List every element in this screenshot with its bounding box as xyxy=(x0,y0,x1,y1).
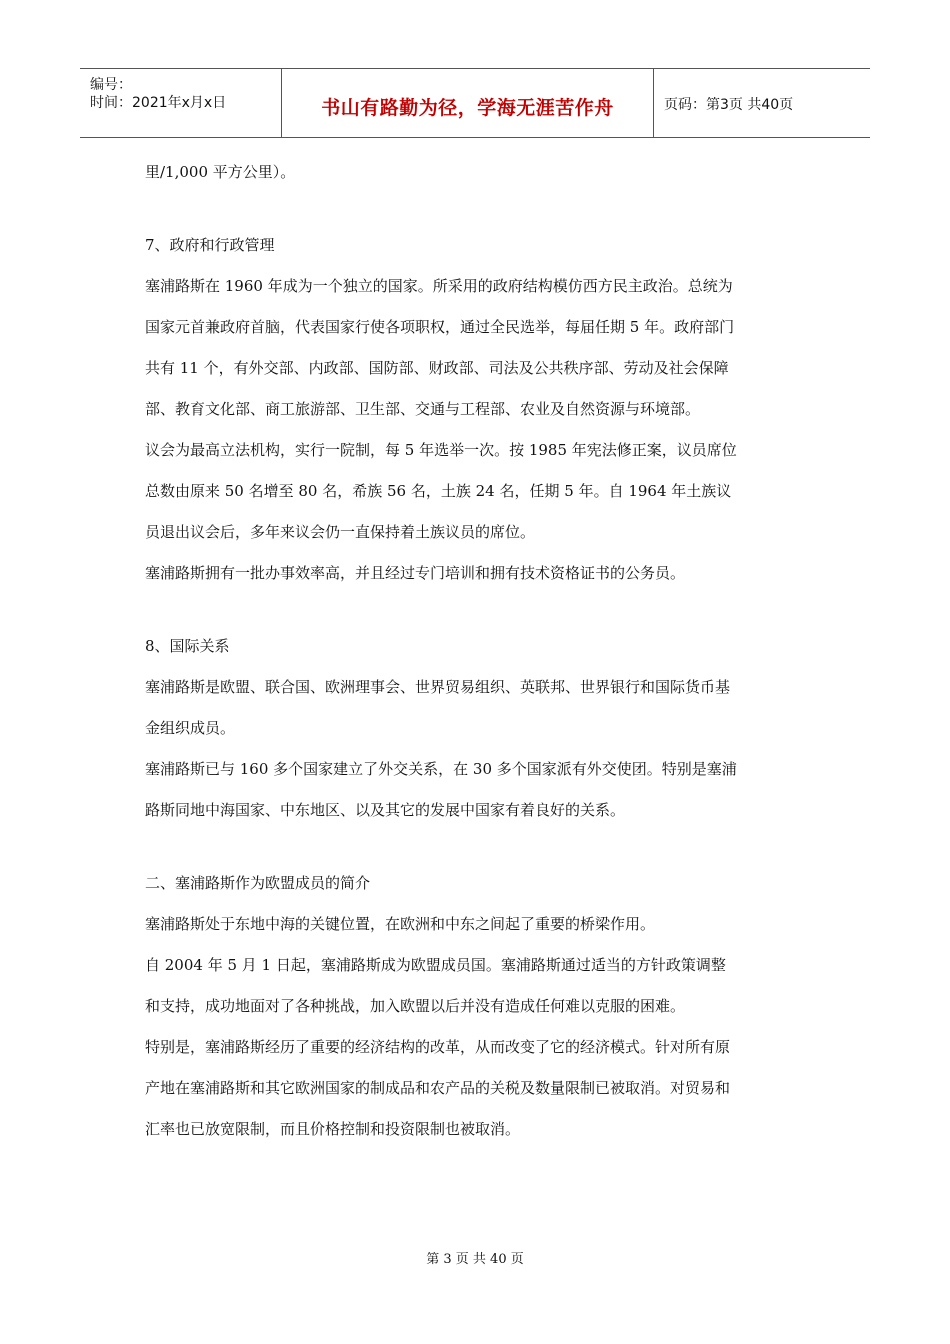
paragraph-line: 总数由原来 50 名增至 80 名，希族 56 名，土族 24 名，任期 5 年。自 1964 年土族议 xyxy=(145,482,732,500)
paragraph-line: 部、教育文化部、商工旅游部、卫生部、交通与工程部、农业及自然资源与环境部。 xyxy=(145,400,701,418)
paragraph-line: 员退出议会后，多年来议会仍一直保持着土族议员的席位。 xyxy=(145,523,536,541)
paragraph-line: 特别是，塞浦路斯经历了重要的经济结构的改革，从而改变了它的经济模式。针对所有原 xyxy=(145,1038,731,1056)
header-meta-cell xyxy=(80,69,282,137)
paragraph-line: 自 2004 年 5 月 1 日起，塞浦路斯成为欧盟成员国。塞浦路斯通过适当的方针政策调整 xyxy=(145,956,726,974)
motto: 书山有路勤为径，学海无涯苦作舟 xyxy=(321,97,614,119)
paragraph-line: 塞浦路斯处于东地中海的关键位置，在欧洲和中东之间起了重要的桥梁作用。 xyxy=(145,915,656,933)
paragraph-line: 议会为最高立法机构，实行一院制，每 5 年选举一次。按 1985 年宪法修正案，议员席位 xyxy=(145,441,737,459)
page-footer: 第 3 页 共 40 页 xyxy=(426,1252,524,1267)
header-motto-cell xyxy=(282,69,654,137)
paragraph-line: 里/1,000 平方公里）。 xyxy=(145,163,296,181)
date-label: 时间：2021年x月x日 xyxy=(90,95,227,111)
header-page-cell xyxy=(654,69,870,137)
paragraph-line: 塞浦路斯是欧盟、联合国、欧洲理事会、世界贸易组织、英联邦、世界银行和国际货币基 xyxy=(145,678,731,696)
paragraph-line: 塞浦路斯已与 160 多个国家建立了外交关系，在 30 多个国家派有外交使团。特别是塞浦 xyxy=(145,760,737,778)
paragraph-line: 金组织成员。 xyxy=(145,719,236,737)
document-body xyxy=(145,160,810,1141)
paragraph-line: 和支持，成功地面对了各种挑战，加入欧盟以后并没有造成任何难以克服的困难。 xyxy=(145,997,686,1015)
paragraph-line: 塞浦路斯在 1960 年成为一个独立的国家。所采用的政府结构模仿西方民主政治。总统为 xyxy=(145,277,733,295)
paragraph-line: 汇率也已放宽限制，而且价格控制和投资限制也被取消。 xyxy=(145,1120,521,1138)
paragraph-line: 共有 11 个，有外交部、内政部、国防部、财政部、司法及公共秩序部、劳动及社会保障 xyxy=(145,359,729,377)
page-header xyxy=(80,68,870,138)
paragraph-line: 路斯同地中海国家、中东地区、以及其它的发展中国家有着良好的关系。 xyxy=(145,801,626,819)
paragraph-line: 产地在塞浦路斯和其它欧洲国家的制成品和农产品的关税及数量限制已被取消。对贸易和 xyxy=(145,1079,731,1097)
doc-number-label: 编号： xyxy=(90,77,132,93)
page-info: 页码：第3页 共40页 xyxy=(664,97,794,113)
paragraph-line: 塞浦路斯拥有一批办事效率高，并且经过专门培训和拥有技术资格证书的公务员。 xyxy=(145,564,686,582)
section-heading-8: 8、国际关系 xyxy=(145,637,230,655)
section-heading-2: 二、塞浦路斯作为欧盟成员的简介 xyxy=(145,874,371,892)
paragraph-line: 国家元首兼政府首脑，代表国家行使各项职权，通过全民选举，每届任期 5 年。政府部门 xyxy=(145,318,735,336)
section-heading-7: 7、政府和行政管理 xyxy=(145,236,275,254)
